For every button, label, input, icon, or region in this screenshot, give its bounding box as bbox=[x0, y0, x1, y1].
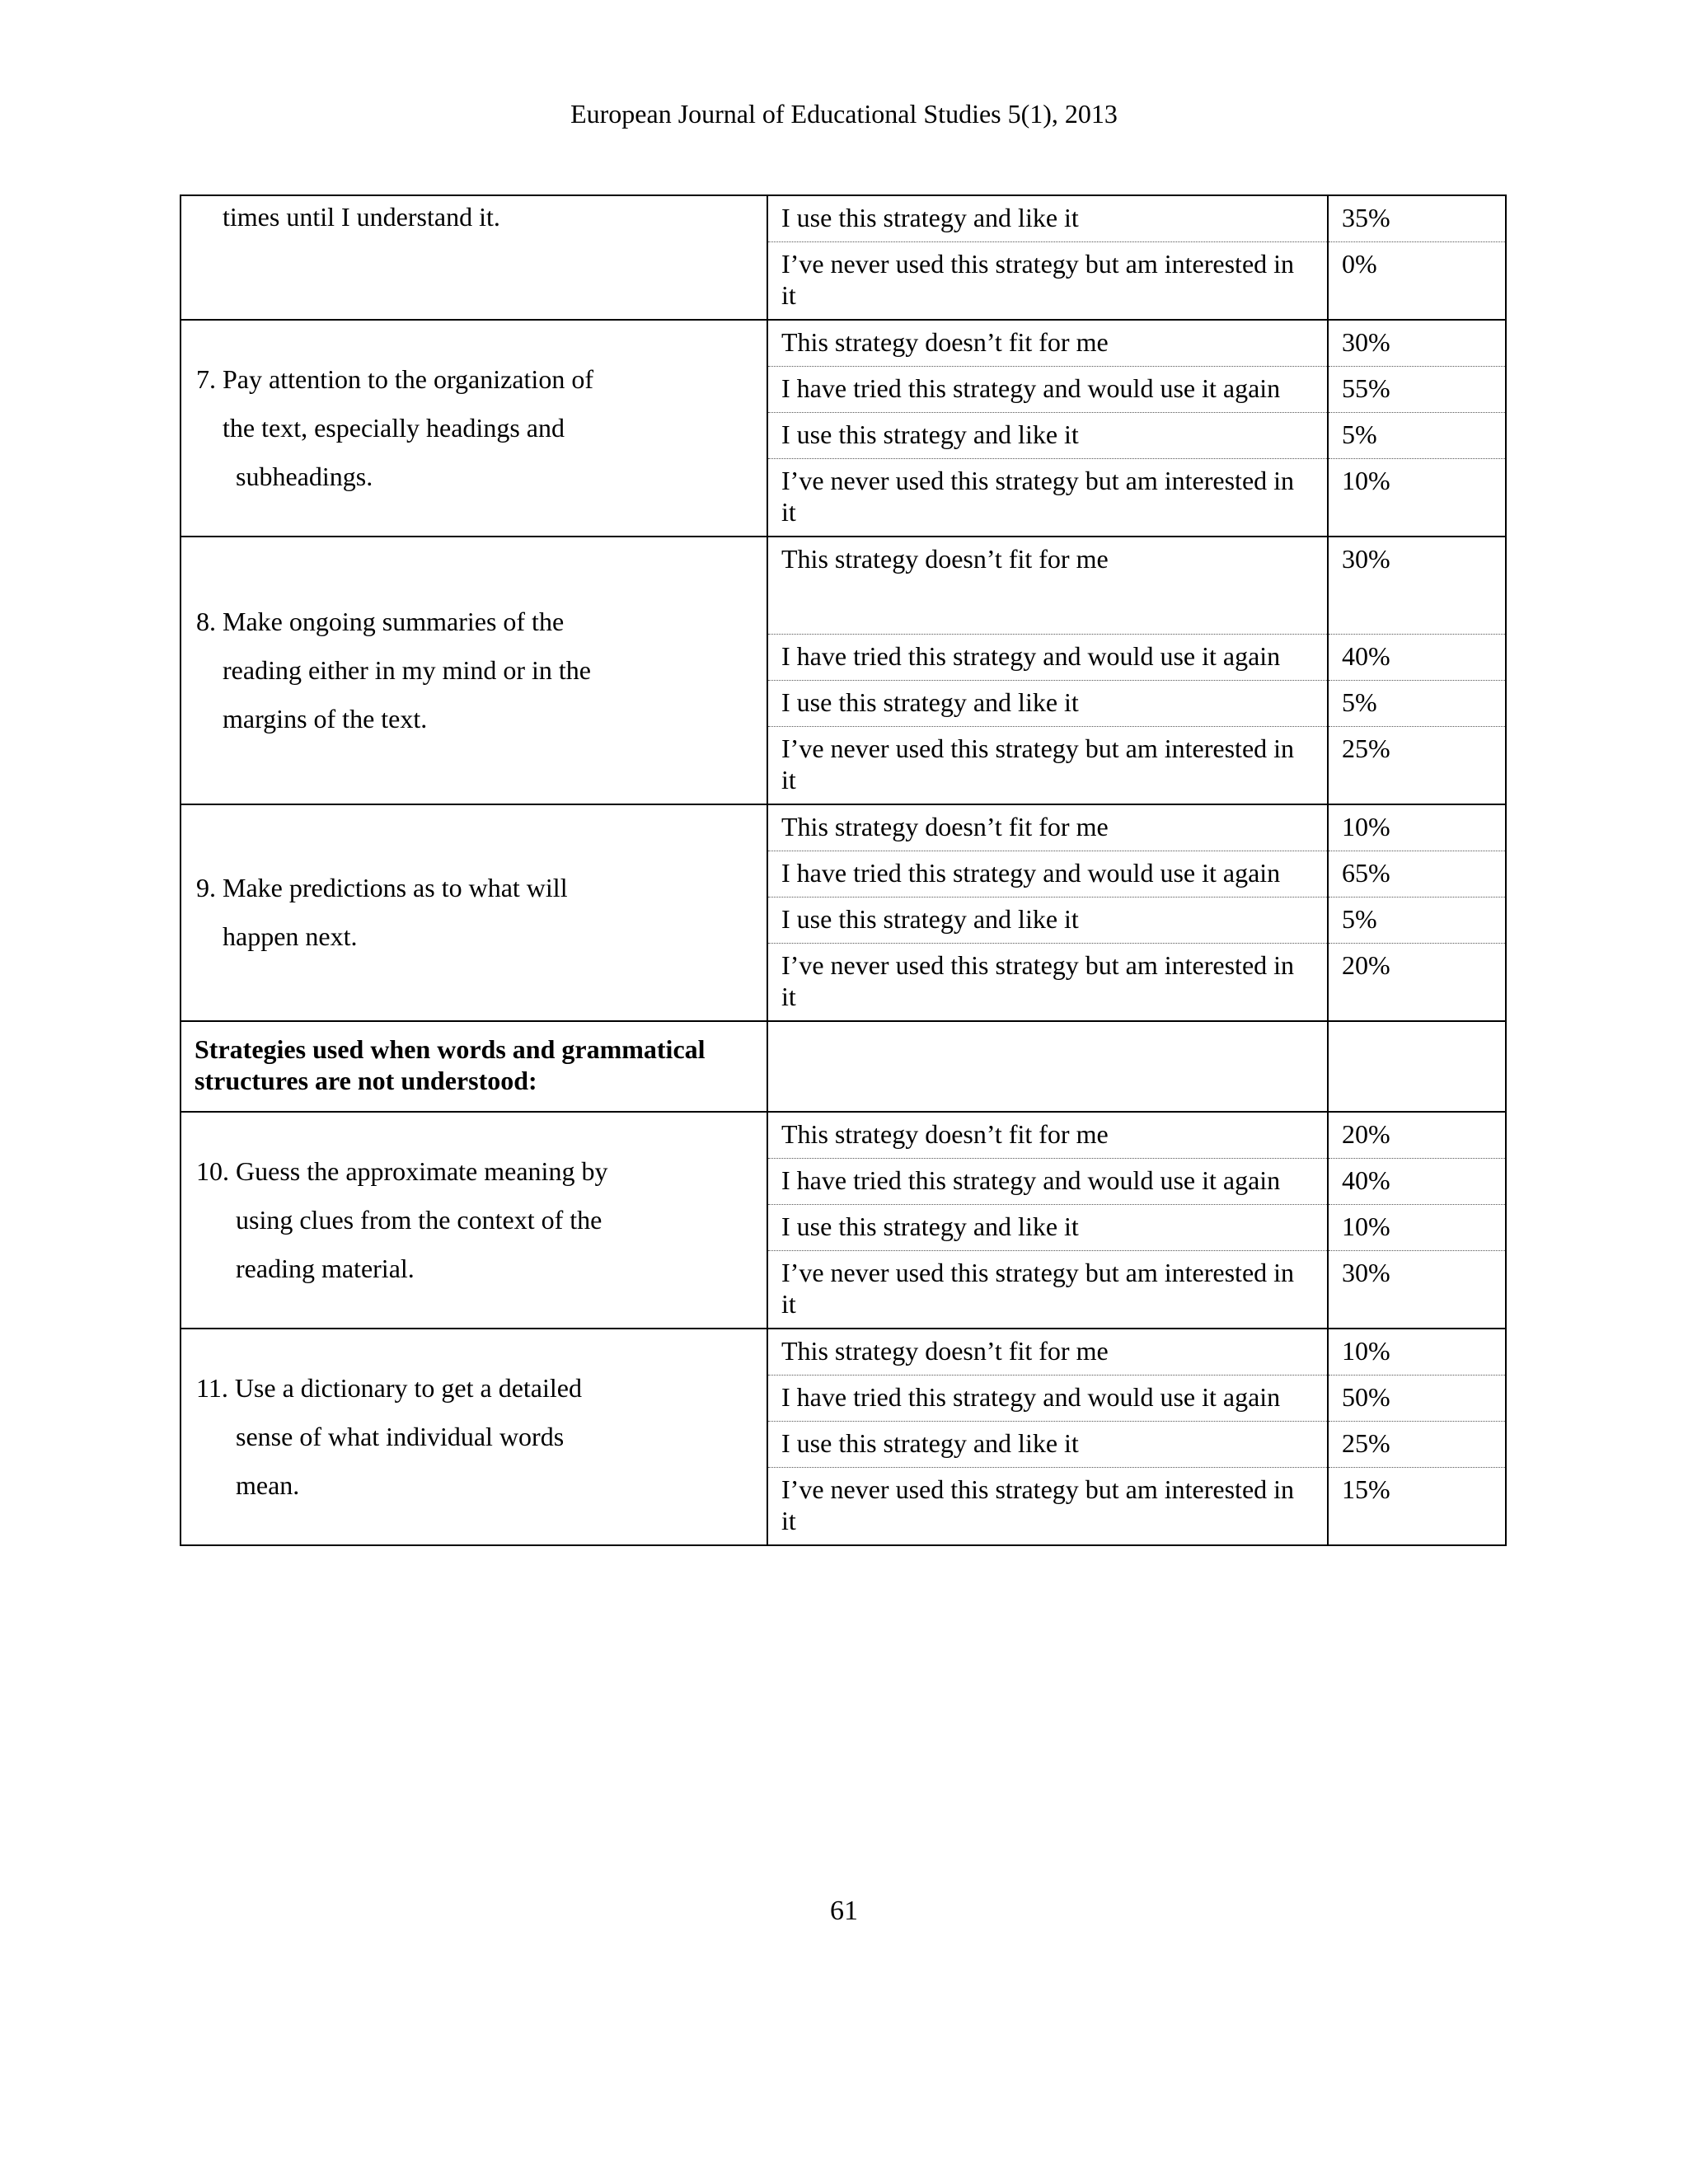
percent-cell: 10% bbox=[1328, 1329, 1506, 1376]
question-text: 10. Guess the approximate meaning by bbox=[196, 1155, 608, 1186]
question-text: happen next. bbox=[223, 921, 358, 951]
question-cell-8 bbox=[181, 537, 767, 804]
option-cell: I’ve never used this strategy but am interested in it bbox=[767, 726, 1328, 804]
page-number: 61 bbox=[830, 1896, 858, 1926]
question-text: 9. Make predictions as to what will bbox=[196, 873, 568, 902]
percent-cell: 10% bbox=[1328, 459, 1506, 537]
percent-cell: 15% bbox=[1328, 1467, 1506, 1545]
percent-cell: 5% bbox=[1328, 897, 1506, 943]
empty-cell bbox=[1328, 1021, 1506, 1112]
option-cell: I have tried this strategy and would use it again bbox=[767, 851, 1328, 897]
strategy-survey-table bbox=[180, 194, 1507, 1546]
question-text: 8. Make ongoing summaries of the bbox=[196, 606, 565, 636]
percent-cell: 5% bbox=[1328, 413, 1506, 459]
percent-cell: 5% bbox=[1328, 680, 1506, 726]
empty-cell bbox=[767, 1021, 1328, 1112]
percent-cell: 50% bbox=[1328, 1375, 1506, 1421]
percent-cell: 25% bbox=[1328, 1421, 1506, 1467]
option-cell: I use this strategy and like it bbox=[767, 1204, 1328, 1250]
percent-cell: 10% bbox=[1328, 1204, 1506, 1250]
table-row bbox=[181, 320, 1506, 367]
question-text: 7. Pay attention to the organization of bbox=[196, 364, 593, 394]
section-row bbox=[181, 1021, 1506, 1112]
option-cell: I have tried this strategy and would use it again bbox=[767, 634, 1328, 680]
option-cell: This strategy doesn’t fit for me bbox=[767, 1112, 1328, 1159]
percent-cell: 0% bbox=[1328, 242, 1506, 321]
percent-cell: 30% bbox=[1328, 537, 1506, 634]
option-cell: I’ve never used this strategy but am interested in it bbox=[767, 1467, 1328, 1545]
table-row bbox=[181, 804, 1506, 851]
option-cell: This strategy doesn’t fit for me bbox=[767, 1329, 1328, 1376]
option-cell: I’ve never used this strategy but am interested in it bbox=[767, 459, 1328, 537]
percent-cell: 40% bbox=[1328, 634, 1506, 680]
option-cell: I have tried this strategy and would use it again bbox=[767, 367, 1328, 413]
percent-cell: 55% bbox=[1328, 367, 1506, 413]
option-cell: I use this strategy and like it bbox=[767, 195, 1328, 242]
question-cell-9 bbox=[181, 804, 767, 1021]
running-head: European Journal of Educational Studies 5(1), 2013 bbox=[570, 99, 1118, 129]
option-cell: I use this strategy and like it bbox=[767, 1421, 1328, 1467]
question-text: mean. bbox=[236, 1469, 300, 1500]
percent-cell: 30% bbox=[1328, 1250, 1506, 1329]
option-cell: I use this strategy and like it bbox=[767, 413, 1328, 459]
question-text: times until I understand it. bbox=[223, 202, 500, 232]
table-row bbox=[181, 195, 1506, 242]
question-cell-7 bbox=[181, 320, 767, 537]
section-heading: Strategies used when words and grammatical structures are not understood: bbox=[181, 1021, 767, 1112]
question-cell-11 bbox=[181, 1329, 767, 1545]
percent-cell: 35% bbox=[1328, 195, 1506, 242]
option-cell: I have tried this strategy and would use it again bbox=[767, 1375, 1328, 1421]
option-cell: This strategy doesn’t fit for me bbox=[767, 804, 1328, 851]
option-cell: This strategy doesn’t fit for me bbox=[767, 320, 1328, 367]
percent-cell: 20% bbox=[1328, 943, 1506, 1021]
question-text: margins of the text. bbox=[223, 703, 428, 733]
percent-cell: 40% bbox=[1328, 1158, 1506, 1204]
table-row bbox=[181, 1112, 1506, 1159]
question-text: using clues from the context of the bbox=[236, 1204, 603, 1235]
question-text: 11. Use a dictionary to get a detailed bbox=[196, 1372, 582, 1403]
percent-cell: 25% bbox=[1328, 726, 1506, 804]
table-row bbox=[181, 1329, 1506, 1376]
table-row bbox=[181, 537, 1506, 634]
question-cell-10 bbox=[181, 1112, 767, 1329]
option-cell: I’ve never used this strategy but am interested in it bbox=[767, 943, 1328, 1021]
percent-cell: 30% bbox=[1328, 320, 1506, 367]
question-text: reading material. bbox=[236, 1253, 415, 1283]
percent-cell: 65% bbox=[1328, 851, 1506, 897]
option-cell: I have tried this strategy and would use it again bbox=[767, 1158, 1328, 1204]
question-text: reading either in my mind or in the bbox=[223, 654, 591, 685]
option-cell: I’ve never used this strategy but am interested in it bbox=[767, 1250, 1328, 1329]
question-text: subheadings. bbox=[236, 462, 373, 491]
option-cell: I’ve never used this strategy but am interested in it bbox=[767, 242, 1328, 321]
option-cell: I use this strategy and like it bbox=[767, 680, 1328, 726]
question-text: sense of what individual words bbox=[236, 1421, 565, 1451]
percent-cell: 20% bbox=[1328, 1112, 1506, 1159]
percent-cell: 10% bbox=[1328, 804, 1506, 851]
option-cell: I use this strategy and like it bbox=[767, 897, 1328, 943]
question-cell-continued bbox=[181, 195, 767, 320]
option-cell: This strategy doesn’t fit for me bbox=[767, 537, 1328, 634]
question-text: the text, especially headings and bbox=[223, 413, 565, 443]
